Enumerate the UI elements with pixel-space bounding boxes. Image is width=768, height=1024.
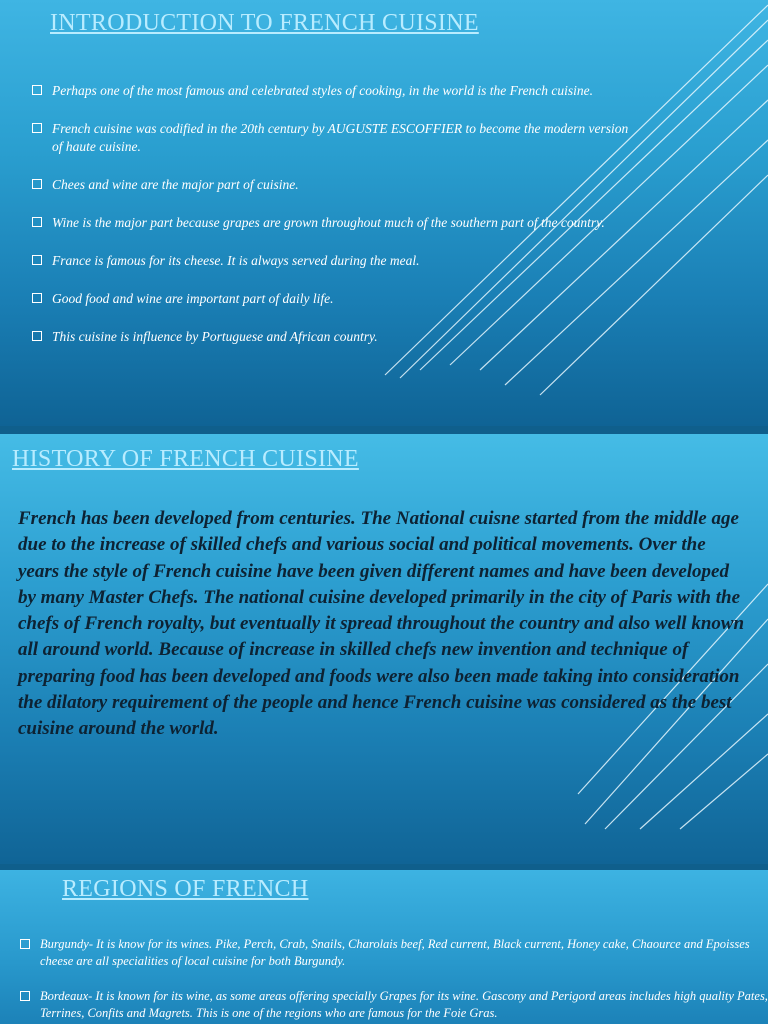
checkbox-bullet-icon xyxy=(32,179,42,189)
list-item: Good food and wine are important part of daily life. xyxy=(52,290,642,308)
checkbox-bullet-icon xyxy=(32,331,42,341)
slide-regions xyxy=(0,870,768,1024)
history-paragraph: French has been developed from centuries. The National cuisne started from the middle age due to the increase of skilled chefs and various social and political movements. Over the years the style of French cuisine have been given different names and have been developed by many Master Chefs. The national cuisine developed primarily in the city of Paris with the chefs of French royalty, but eventually it spread throughout the country and also well known all around world. Because of increase in skilled chefs new invention and technique of preparing food has been developed and foods were also been made taking into consideration the dilatory requirement of the people and hence French cuisine was considered as the best cuisine around the world. xyxy=(18,508,745,740)
slide3-title: REGIONS OF FRENCH xyxy=(62,876,309,902)
checkbox-bullet-icon xyxy=(20,939,30,949)
checkbox-bullet-icon xyxy=(20,991,30,1001)
checkbox-bullet-icon xyxy=(32,217,42,227)
list-item: Bordeaux- It is known for its wine, as some areas offering specially Grapes for its wine. Gascony and Perigord areas includes high quality Pates, Terrines, Confits and Magrets. This is one of the regions who are famous for the Foie Gras. xyxy=(40,988,768,1022)
list-item: Wine is the major part because grapes are grown throughout much of the southern part of the country. xyxy=(52,214,642,232)
list-item: France is famous for its cheese. It is always served during the meal. xyxy=(52,252,642,270)
checkbox-bullet-icon xyxy=(32,123,42,133)
slide1-title: INTRODUCTION TO FRENCH CUISINE xyxy=(50,10,479,36)
checkbox-bullet-icon xyxy=(32,255,42,265)
list-item: Chees and wine are the major part of cuisine. xyxy=(52,176,642,194)
list-item: French cuisine was codified in the 20th century by AUGUSTE ESCOFFIER to become the modern version of haute cuisine. xyxy=(52,120,642,156)
slide1-bullet-list xyxy=(52,82,642,366)
list-item: This cuisine is influence by Portuguese and African country. xyxy=(52,328,642,346)
slide-history xyxy=(0,434,768,864)
slide2-title: HISTORY OF FRENCH CUISINE xyxy=(12,446,359,472)
checkbox-bullet-icon xyxy=(32,85,42,95)
checkbox-bullet-icon xyxy=(32,293,42,303)
list-item: Perhaps one of the most famous and celebrated styles of cooking, in the world is the French cuisine. xyxy=(52,82,642,100)
slide-introduction xyxy=(0,0,768,426)
slide3-bullet-list xyxy=(40,936,768,1024)
list-item: Burgundy- It is know for its wines. Pike, Perch, Crab, Snails, Charolais beef, Red current, Black current, Honey cake, Chaource and Epoisses cheese are all specialities of local cuisine for both Burgundy. xyxy=(40,936,768,970)
